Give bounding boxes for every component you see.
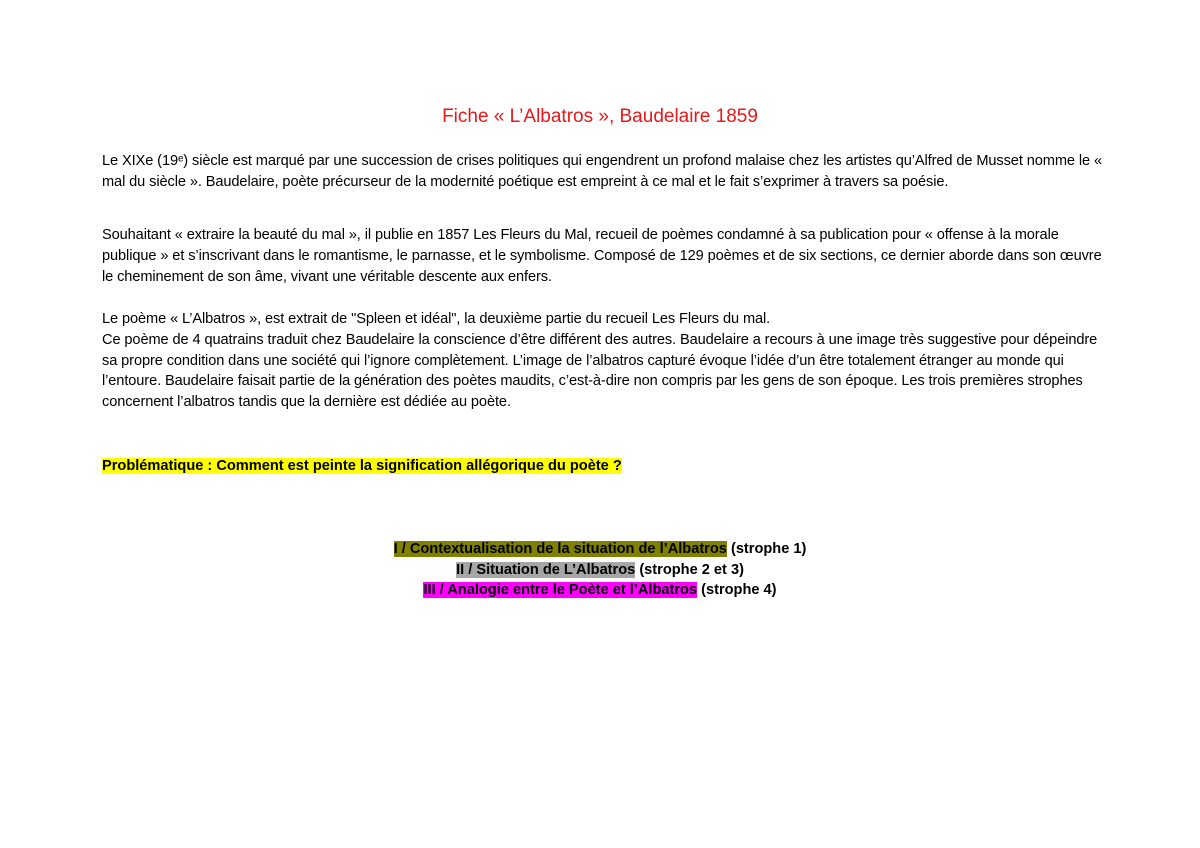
plan-item-1-title: I / Contextualisation de la situation de l’Albatros	[393, 541, 727, 557]
plan-item-1	[0, 539, 1200, 560]
plan-item-2	[0, 560, 1200, 581]
page-title: Fiche « L’Albatros », Baudelaire 1859	[442, 106, 758, 127]
poem-intro-line: Le poème « L’Albatros », est extrait de "Spleen et idéal", la deuxième partie du recueil Les Fleurs du mal.	[102, 311, 771, 327]
problematique-text: Problématique : Comment est peinte la signification allégorique du poète ?	[102, 458, 622, 474]
plan-item-3-strophe: (strophe 4)	[697, 582, 777, 598]
problematique	[102, 456, 622, 476]
poem-paragraph	[102, 309, 1102, 413]
poem-description: Ce poème de 4 quatrains traduit chez Baudelaire la conscience d’être différent des autres. Baudelaire a recours à une image très suggestive pour dépeindre sa propre condition dans une société qui l’ignore complètement. L’image de l’albatros capturé évoque l’idée d’un être totalement étranger au monde qui l’entoure. Baudelaire faisait partie de la génération des poètes maudits, c’est-à-dire non compris par les gens de son époque. Les trois premières strophes concernent l’albatros tandis que la dernière est dédiée au poète.	[102, 331, 1098, 411]
context-paragraph: Souhaitant « extraire la beauté du mal », il publie en 1857 Les Fleurs du Mal, recueil de poèmes condamné à sa publication pour « offense à la morale publique » et s’inscrivant dans le romantisme, le parnasse, et le symbolisme. Composé de 129 poèmes et de six sections, ce dernier aborde dans son œuvre le cheminement de son âme, vivant une véritable descente aux enfers.	[102, 227, 1102, 285]
plan-item-3	[0, 580, 1200, 601]
plan-item-3-title: III / Analogie entre le Poète et l’Albatros	[423, 582, 698, 598]
plan-item-1-strophe: (strophe 1)	[726, 541, 807, 557]
plan-outline	[0, 539, 1200, 601]
plan-item-2-strophe: (strophe 2 et 3)	[635, 561, 744, 578]
plan-item-2-title: II / Situation de L’Albatros	[456, 561, 636, 578]
intro-paragraph: Le XIXe (19ᵉ) siècle est marqué par une succession de crises politiques qui engendrent un profond malaise chez les artistes qu’Alfred de Musset nomme le « mal du siècle ». Baudelaire, poète précurseur de la modernité poétique est empreint à ce mal et le fait s’exprimer à travers sa poésie.	[102, 153, 1102, 190]
